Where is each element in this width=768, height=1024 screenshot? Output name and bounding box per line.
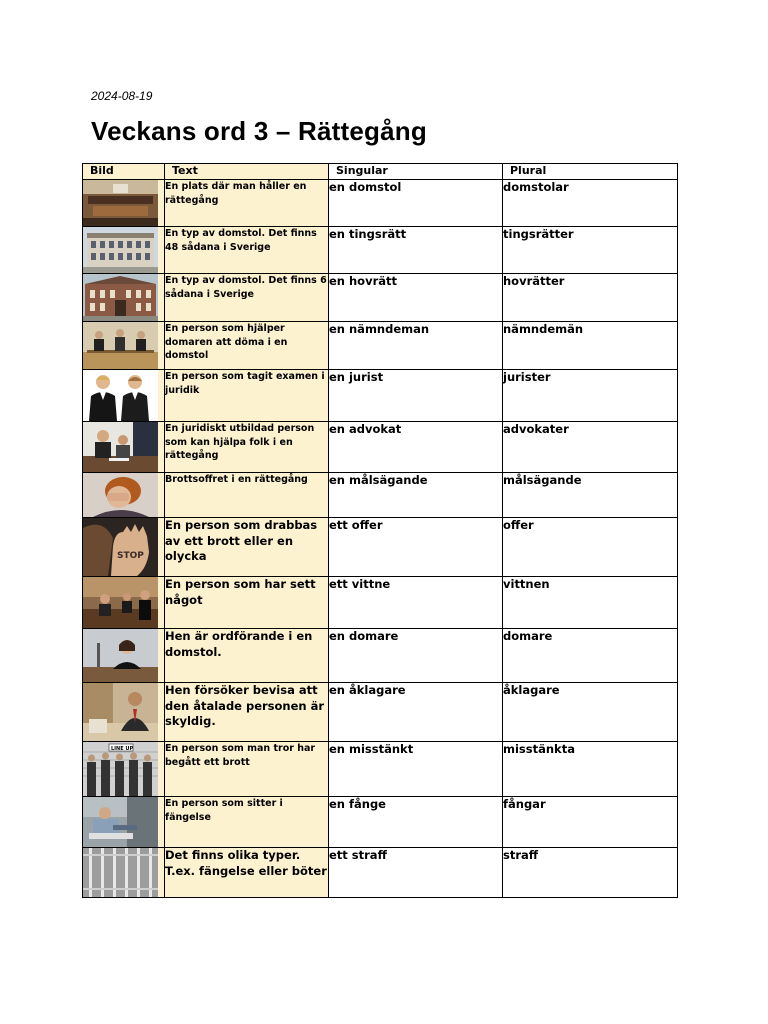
courtroom-photo	[83, 180, 158, 226]
row-plural: domare	[503, 629, 678, 683]
table-row	[83, 797, 678, 848]
row-image-cell	[83, 683, 165, 742]
row-plural: misstänkta	[503, 742, 678, 797]
row-singular: en fånge	[329, 797, 503, 848]
page-title: Veckans ord 3 – Rättegång	[91, 116, 427, 146]
row-singular: en domare	[329, 629, 503, 683]
row-singular: en nämndeman	[329, 322, 503, 370]
row-image-cell	[83, 227, 165, 274]
row-singular: en målsägande	[329, 473, 503, 518]
row-plural: hovrätter	[503, 274, 678, 322]
row-singular: en jurist	[329, 370, 503, 422]
table-row	[83, 848, 678, 898]
prison-bars-photo	[83, 848, 158, 897]
stop-hand-photo	[83, 518, 158, 576]
row-image-cell	[83, 848, 165, 898]
row-singular: en domstol	[329, 180, 503, 227]
prisoner-cell-photo	[83, 797, 158, 847]
column-header-singular: Singular	[329, 164, 503, 180]
table-row	[83, 322, 678, 370]
row-singular: ett vittne	[329, 577, 503, 629]
svg-text:LINE UP: LINE UP	[111, 746, 134, 752]
row-image-cell	[83, 797, 165, 848]
district-court-photo	[83, 227, 158, 273]
attorney-client-photo	[83, 422, 158, 472]
row-plural: advokater	[503, 422, 678, 473]
row-plural: målsägande	[503, 473, 678, 518]
table-row	[83, 518, 678, 577]
row-plural: nämndemän	[503, 322, 678, 370]
row-description: Hen försöker bevisa att den åtalade personen är skyldig.	[165, 683, 329, 742]
row-description: En person som hjälper domaren att döma i en domstol	[165, 322, 329, 370]
police-lineup-photo	[83, 742, 158, 796]
column-header-text: Text	[165, 164, 329, 180]
witness-stand-photo	[83, 577, 158, 628]
distressed-woman-photo	[83, 473, 158, 517]
row-image-cell	[83, 322, 165, 370]
table-row	[83, 370, 678, 422]
table-row	[83, 227, 678, 274]
judge-photo	[83, 629, 158, 682]
row-singular: en tingsrätt	[329, 227, 503, 274]
table-row	[83, 422, 678, 473]
lawyers-photo	[83, 370, 158, 421]
document-date: 2024-08-19	[91, 89, 153, 103]
table-row	[83, 473, 678, 518]
row-plural: vittnen	[503, 577, 678, 629]
row-description: En person som sitter i fängelse	[165, 797, 329, 848]
row-plural: jurister	[503, 370, 678, 422]
row-image-cell	[83, 518, 165, 577]
table-header-row	[83, 164, 678, 180]
row-singular: en åklagare	[329, 683, 503, 742]
column-header-plural: Plural	[503, 164, 678, 180]
table-row	[83, 274, 678, 322]
row-image-cell	[83, 742, 165, 797]
column-header-image: Bild	[83, 164, 165, 180]
row-image-cell	[83, 180, 165, 227]
row-singular: en hovrätt	[329, 274, 503, 322]
row-description: En typ av domstol. Det finns 6 sådana i Sverige	[165, 274, 329, 322]
row-description: En person som har sett något	[165, 577, 329, 629]
row-plural: straff	[503, 848, 678, 898]
row-plural: tingsrätter	[503, 227, 678, 274]
table-row	[83, 742, 678, 797]
row-singular: en misstänkt	[329, 742, 503, 797]
row-singular: ett offer	[329, 518, 503, 577]
table-row	[83, 180, 678, 227]
row-image-cell	[83, 422, 165, 473]
row-image-cell	[83, 577, 165, 629]
row-description: En plats där man håller en rättegång	[165, 180, 329, 227]
row-description: En person som man tror har begått ett brott	[165, 742, 329, 797]
row-description: Hen är ordförande i en domstol.	[165, 629, 329, 683]
row-description: Det finns olika typer. T.ex. fängelse eller böter	[165, 848, 329, 898]
row-plural: fångar	[503, 797, 678, 848]
table-row	[83, 629, 678, 683]
row-plural: domstolar	[503, 180, 678, 227]
table-row	[83, 683, 678, 742]
row-image-cell	[83, 629, 165, 683]
row-image-cell	[83, 274, 165, 322]
row-plural: offer	[503, 518, 678, 577]
vocabulary-table	[82, 163, 678, 898]
lay-judges-photo	[83, 322, 158, 369]
row-singular: en advokat	[329, 422, 503, 473]
row-description: En person som drabbas av ett brott eller en olycka	[165, 518, 329, 577]
court-of-appeal-photo	[83, 274, 158, 321]
row-singular: ett straff	[329, 848, 503, 898]
prosecutor-photo	[83, 683, 158, 741]
row-image-cell	[83, 370, 165, 422]
svg-text:STOP: STOP	[117, 551, 144, 561]
table-row	[83, 577, 678, 629]
row-description: En person som tagit examen i juridik	[165, 370, 329, 422]
row-description: En juridiskt utbildad person som kan hjälpa folk i en rättegång	[165, 422, 329, 473]
row-description: Brottsoffret i en rättegång	[165, 473, 329, 518]
row-plural: åklagare	[503, 683, 678, 742]
row-description: En typ av domstol. Det finns 48 sådana i Sverige	[165, 227, 329, 274]
row-image-cell	[83, 473, 165, 518]
